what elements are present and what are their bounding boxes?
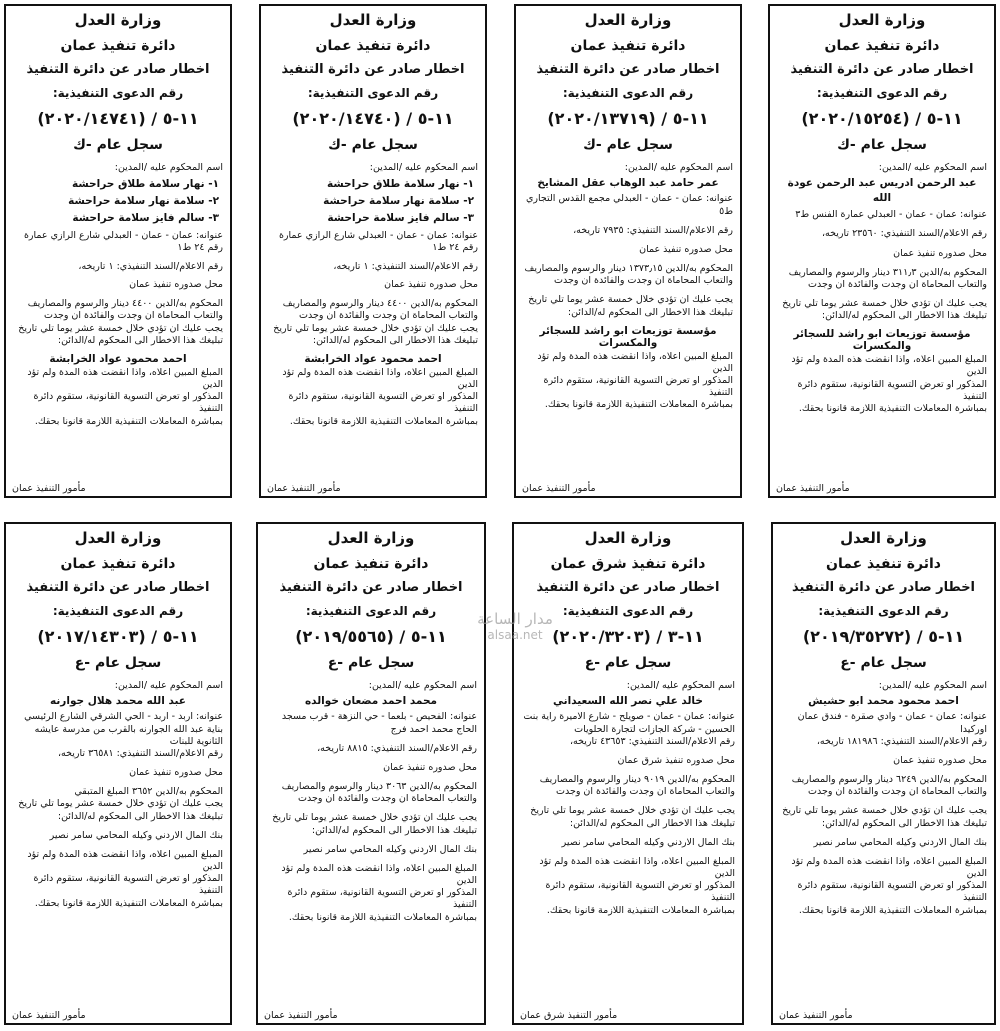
notice-title: اخطار صادر عن دائرة التنفيذ xyxy=(536,62,720,78)
notification-line: تبليغك هذا الاخطار الى المحكوم له/الدائن: xyxy=(311,824,477,836)
issue-place: محل صدوره تنفيذ شرق عمان xyxy=(617,754,735,766)
amount-line: المحكوم به/الدين ٩٠١٩ دينار والرسوم والمصاريف xyxy=(539,774,735,786)
creditor-name: بنك المال الاردني وكيله المحامي سامر نصير xyxy=(561,836,735,848)
closing-line: بمباشرة المعاملات التنفيذية اللازمة قانونا بحقك. xyxy=(798,904,987,916)
footer-officer: مأمور التنفيذ عمان xyxy=(264,1010,338,1021)
department-heading: دائرة تنفيذ عمان xyxy=(60,556,176,573)
closing-line: المبلغ المبين اعلاه، واذا انقضت هذه المدة ولم تؤد الدين xyxy=(281,862,477,887)
closing-line: المبلغ المبين اعلاه، واذا انقضت هذه المدة ولم تؤد الدين xyxy=(27,848,223,873)
case-number: ١١-٥ / (٢٠٢٠/١٤٧٤١) xyxy=(37,109,199,129)
case-number-label: رقم الدعوى التنفيذية: xyxy=(562,604,694,619)
payment-deadline: يجب عليك ان تؤدي خلال خمسة عشر يوما تلي تاريخ xyxy=(273,322,478,334)
notice-card xyxy=(4,522,232,1025)
payment-deadline: يجب عليك ان تؤدي خلال خمسة عشر يوما تلي تاريخ xyxy=(528,294,733,306)
closing-line: بمباشرة المعاملات التنفيذية اللازمة قانونا بحقك. xyxy=(546,904,735,916)
notice-title: اخطار صادر عن دائرة التنفيذ xyxy=(281,62,465,78)
amount-line: المحكوم به/الدين ٦٢٤٩ دينار والرسوم والمصاريف xyxy=(791,774,987,786)
debtor-address: عنوانه: عمان - عمان - وادي صقرة - فندق عمان اوركيدا xyxy=(797,711,987,735)
debtor-address: عنوانه: عمان - عمان - العبدلي شارع الرازي عمارة رقم ٢٤ ط١ xyxy=(23,229,223,253)
ministry-heading: وزارة العدل xyxy=(327,529,415,547)
closing-line: المذكور او تعرض التسوية القانونية، ستقوم دائرة التنفيذ xyxy=(288,391,478,415)
notice-title: اخطار صادر عن دائرة التنفيذ xyxy=(26,580,210,596)
notice-title: اخطار صادر عن دائرة التنفيذ xyxy=(26,62,210,78)
closing-line: المذكور او تعرض التسوية القانونية، ستقوم دائرة التنفيذ xyxy=(287,887,477,911)
debtor-name: خالد علي نصر الله السعيداني xyxy=(553,694,703,707)
department-heading: دائرة تنفيذ عمان xyxy=(826,556,941,573)
fees-line: والتعاب المحاماة ان وجدت والفائدة ان وجدت xyxy=(299,310,478,322)
register-type: سجل عام -ع xyxy=(584,655,672,672)
register-type: سجل عام -ع xyxy=(840,655,927,672)
case-number: ١١-٥ / (٢٠٢٠/١٤٧٤٠) xyxy=(292,109,454,129)
reference-line: رقم الاعلام/السند التنفيذي: ٢٣٥٦٠ تاريخه، xyxy=(821,228,987,240)
register-type: سجل عام -ك xyxy=(73,137,163,154)
footer-officer: مأمور التنفيذ عمان xyxy=(779,1010,853,1021)
case-number: ١١-٥ / (٢٠٢٠/١٥٢٥٤) xyxy=(801,109,963,129)
case-number-label: رقم الدعوى التنفيذية: xyxy=(307,86,439,101)
amount-line: المحكوم به/الدين ٣٦٥٢ المبلغ المتبقي xyxy=(74,786,223,798)
debtor-label: اسم المحكوم عليه /المدين: xyxy=(114,679,223,691)
issue-place: محل صدوره تنفيذ عمان xyxy=(893,247,987,259)
department-heading: دائرة تنفيذ عمان xyxy=(570,38,686,55)
fees-line: والتعاب المحاماة ان وجدت والفائدة ان وجدت xyxy=(808,278,987,290)
closing-line: بمباشرة المعاملات التنفيذية اللازمة قانونا بحقك. xyxy=(288,911,477,923)
debtor-name: ١- نهار سلامة طلاق حراحشة xyxy=(327,177,474,190)
ministry-heading: وزارة العدل xyxy=(329,11,417,29)
debtor-name: ١- نهار سلامة طلاق حراحشة xyxy=(72,177,219,190)
closing-line: المذكور او تعرض التسوية القانونية، ستقوم دائرة التنفيذ xyxy=(543,375,733,399)
footer-officer: مأمور التنفيذ عمان xyxy=(12,1010,86,1021)
register-type: سجل عام -ك xyxy=(328,137,418,154)
debtor-name: ٢- سلامة نهار سلامة حراحشة xyxy=(68,195,219,208)
issue-place: محل صدوره تنفيذ عمان xyxy=(893,754,987,766)
closing-line: المبلغ المبين اعلاه، واذا انقضت هذه المدة ولم تؤد الدين xyxy=(539,855,735,880)
department-heading: دائرة تنفيذ عمان xyxy=(60,38,176,55)
department-heading: دائرة تنفيذ عمان xyxy=(315,38,431,55)
creditor-name: مؤسسة توزيعات ابو راشد للسجائر والمكسرات xyxy=(539,324,717,349)
watermark-arabic: مدار الساعة xyxy=(477,610,553,628)
ministry-heading: وزارة العدل xyxy=(584,11,672,29)
case-number: ١١-٥ / (٢٠٢٠/١٣٧١٩) xyxy=(547,109,709,129)
reference-line: رقم الاعلام/السند التنفيذي: ٣٦٥٨١ تاريخه، xyxy=(57,747,223,759)
footer-officer: مأمور التنفيذ عمان xyxy=(522,483,596,494)
payment-deadline: يجب عليك ان تؤدي خلال خمسة عشر يوما تلي تاريخ xyxy=(530,805,735,817)
fees-line: والتعاب المحاماة ان وجدت والفائدة ان وجدت xyxy=(298,793,477,805)
debtor-label: اسم المحكوم عليه /المدين: xyxy=(624,161,733,173)
payment-deadline: يجب عليك ان تؤدي خلال خمسة عشر يوما تلي تاريخ xyxy=(18,798,223,810)
case-number-label: رقم الدعوى التنفيذية: xyxy=(818,604,949,619)
notice-card xyxy=(259,4,487,498)
fees-line: والتعاب المحاماة ان وجدت والفائدة ان وجدت xyxy=(556,786,735,798)
department-heading: دائرة تنفيذ عمان xyxy=(313,556,429,573)
debtor-list xyxy=(268,176,478,228)
fees-line: والتعاب المحاماة ان وجدت والفائدة ان وجدت xyxy=(44,310,223,322)
debtor-name: ٢- سلامة نهار سلامة حراحشة xyxy=(323,195,474,208)
notice-title: اخطار صادر عن دائرة التنفيذ xyxy=(790,62,974,78)
ministry-heading: وزارة العدل xyxy=(74,11,162,29)
debtor-address: عنوانه: عمان - عمان - العبدلي مجمع القدس التجاري ط٥ xyxy=(525,193,733,217)
case-number-label: رقم الدعوى التنفيذية: xyxy=(816,86,948,101)
notification-line: تبليغك هذا الاخطار الى المحكوم له/الدائن: xyxy=(312,334,478,346)
case-number: ١١-٥ / (٢٠١٩/٥٥٦٥) xyxy=(295,627,447,647)
footer-officer: مأمور التنفيذ عمان xyxy=(267,483,341,494)
department-heading: دائرة تنفيذ شرق عمان xyxy=(550,556,706,573)
debtor-name: محمد احمد مضعان خوالده xyxy=(304,694,438,707)
case-number-label: رقم الدعوى التنفيذية: xyxy=(562,86,694,101)
closing-line: المبلغ المبين اعلاه، واذا انقضت هذه المدة ولم تؤد الدين xyxy=(791,855,987,880)
notice-card xyxy=(771,522,996,1025)
notice-card xyxy=(768,4,996,498)
reference-line: رقم الاعلام/السند التنفيذي: ٧٩٣٥ تاريخه، xyxy=(573,224,733,236)
watermark-url: alsaa.net xyxy=(487,628,543,642)
issue-place: محل صدوره تنفيذ عمان xyxy=(129,767,223,779)
case-number-label: رقم الدعوى التنفيذية: xyxy=(52,86,184,101)
footer-officer: مأمور التنفيذ شرق عمان xyxy=(520,1010,618,1021)
issue-place: محل صدوره تنفيذ عمان xyxy=(129,279,223,291)
notice-card xyxy=(4,4,232,498)
notice-title: اخطار صادر عن دائرة التنفيذ xyxy=(279,580,463,596)
case-number: ١١-٣ / (٢٠٢٠/٣٢٠٣) xyxy=(552,627,704,647)
notice-title: اخطار صادر عن دائرة التنفيذ xyxy=(536,580,720,596)
register-type: سجل عام -ع xyxy=(74,655,162,672)
case-number-label: رقم الدعوى التنفيذية: xyxy=(52,604,184,619)
notification-line: تبليغك هذا الاخطار الى المحكوم له/الدائن: xyxy=(821,310,987,322)
debtor-address: عنوانه: عمان - عمان - العبدلي عمارة الفنس ط٣ xyxy=(795,209,987,221)
closing-line: بمباشرة المعاملات التنفيذية اللازمة قانونا بحقك. xyxy=(34,897,223,909)
closing-line: المبلغ المبين اعلاه، واذا انقضت هذه المدة ولم تؤد الدين xyxy=(27,366,223,391)
department-heading: دائرة تنفيذ عمان xyxy=(824,38,940,55)
debtor-name: احمد محمود محمد ابو حشيش xyxy=(808,694,959,707)
reference-line: رقم الاعلام/السند التنفيذي: ٤٣٦٥٣ تاريخه، xyxy=(569,735,735,747)
payment-deadline: يجب عليك ان تؤدي خلال خمسة عشر يوما تلي تاريخ xyxy=(782,298,987,309)
case-number: ١١-٥ / (٢٠١٩/٣٥٢٧٢) xyxy=(802,627,965,647)
reference-line: رقم الاعلام/السند التنفيذي: ١ تاريخه، xyxy=(333,260,478,272)
debtor-name: ٣- سالم فايز سلامة حراحشة xyxy=(327,212,474,225)
debtor-name: عمر حامد عبد الوهاب عقل المشايخ xyxy=(537,176,719,189)
register-type: سجل عام -ع xyxy=(327,655,415,672)
case-number: ١١-٥ / (٢٠١٧/١٤٣٠٣) xyxy=(37,627,199,647)
notification-line: تبليغك هذا الاخطار الى المحكوم له/الدائن: xyxy=(57,334,223,346)
ministry-heading: وزارة العدل xyxy=(838,11,926,29)
creditor-name: احمد محمود عواد الخرابشة xyxy=(49,352,187,365)
debtor-address: عنوانه: عمان - عمان - صويلح - شارع الاميرة راية بنت الحسين - شركة الجازات لتجارة الحلويات xyxy=(523,711,735,735)
watermark xyxy=(470,610,560,642)
debtor-name: ٣- سالم فايز سلامة حراحشة xyxy=(72,212,219,225)
closing-line: بمباشرة المعاملات التنفيذية اللازمة قانونا بحقك. xyxy=(798,402,987,414)
fees-line: والتعاب المحاماة ان وجدت والفائدة ان وجدت xyxy=(554,275,733,287)
amount-line: المحكوم به/الدين ٣٠٦٣ دينار والرسوم والمصاريف xyxy=(281,781,477,793)
closing-line: بمباشرة المعاملات التنفيذية اللازمة قانونا بحقك. xyxy=(544,399,733,411)
amount-line: المحكوم به/الدين ٤٤٠٠ دينار والرسوم والمصاريف xyxy=(282,298,478,310)
debtor-address: عنوانه: اربد - اربد - الحي الشرقي الشارع الرئيسي بناية عبد الله الجوارنه بالقرب من مدرسة عايشه الثانوية للبنات xyxy=(24,711,223,747)
issue-place: محل صدوره تنفيذ عمان xyxy=(639,243,733,255)
debtor-address: عنوانه: الفحيص - بلعما - حي النزهة - قرب مسجد الحاج محمد احمد فرج xyxy=(281,711,477,735)
closing-line: المذكور او تعرض التسوية القانونية، ستقوم دائرة التنفيذ xyxy=(33,873,223,897)
fees-line: والتعاب المحاماة ان وجدت والفائدة ان وجدت xyxy=(808,786,987,798)
debtor-label: اسم المحكوم عليه /المدين: xyxy=(878,161,987,173)
creditor-name: مؤسسة توزيعات ابو راشد للسجائر والمكسرات xyxy=(793,328,971,353)
notice-title: اخطار صادر عن دائرة التنفيذ xyxy=(791,580,976,596)
reference-line: رقم الاعلام/السند التنفيذي: ١٨١٩٨٦ تاريخه، xyxy=(816,735,987,747)
creditor-name: بنك المال الاردني وكيله المحامي سامر نصير xyxy=(49,829,223,841)
payment-deadline: يجب عليك ان تؤدي خلال خمسة عشر يوما تلي تاريخ xyxy=(272,812,477,824)
creditor-name: بنك المال الاردني وكيله المحامي سامر نصير xyxy=(813,836,987,848)
notice-card xyxy=(514,4,742,498)
closing-line: بمباشرة المعاملات التنفيذية اللازمة قانونا بحقك. xyxy=(289,415,478,427)
ministry-heading: وزارة العدل xyxy=(584,529,672,547)
payment-deadline: يجب عليك ان تؤدي خلال خمسة عشر يوما تلي تاريخ xyxy=(18,322,223,334)
notice-card xyxy=(256,522,486,1025)
creditor-name: احمد محمود عواد الخرابشة xyxy=(304,352,442,365)
notification-line: تبليغك هذا الاخطار الى المحكوم له/الدائن: xyxy=(821,817,987,829)
amount-line: المحكوم به/الدين ٤٤٠٠ دينار والرسوم والمصاريف xyxy=(27,298,223,310)
debtor-address: عنوانه: عمان - عمان - العبدلي شارع الرازي عمارة رقم ٢٤ ط١ xyxy=(278,229,478,253)
payment-deadline: يجب عليك ان تؤدي خلال خمسة عشر يوما تلي تاريخ xyxy=(782,805,987,817)
debtor-label: اسم المحكوم عليه /المدين: xyxy=(114,161,223,173)
debtor-list xyxy=(13,176,223,228)
debtor-name: عبد الله محمد هلال جوارنه xyxy=(50,694,186,707)
case-number-label: رقم الدعوى التنفيذية: xyxy=(305,604,437,619)
footer-officer: مأمور التنفيذ عمان xyxy=(776,483,850,494)
debtor-label: اسم المحكوم عليه /المدين: xyxy=(878,679,987,691)
ministry-heading: وزارة العدل xyxy=(840,529,927,547)
closing-line: المذكور او تعرض التسوية القانونية، ستقوم دائرة التنفيذ xyxy=(545,880,735,904)
closing-line: المذكور او تعرض التسوية القانونية، ستقوم دائرة التنفيذ xyxy=(797,880,987,904)
debtor-label: اسم المحكوم عليه /المدين: xyxy=(368,679,477,691)
amount-line: المحكوم به/الدين ٣١١٫٣ دينار والرسوم والمصاريف xyxy=(788,266,987,278)
closing-line: المبلغ المبين اعلاه، واذا انقضت هذه المدة ولم تؤد الدين xyxy=(282,366,478,391)
closing-line: المبلغ المبين اعلاه، واذا انقضت هذه المدة ولم تؤد الدين xyxy=(791,354,987,378)
debtor-label: اسم المحكوم عليه /المدين: xyxy=(626,679,735,691)
register-type: سجل عام -ك xyxy=(583,137,673,154)
notification-line: تبليغك هذا الاخطار الى المحكوم له/الدائن: xyxy=(567,306,733,318)
closing-line: المذكور او تعرض التسوية القانونية، ستقوم دائرة التنفيذ xyxy=(797,378,987,402)
debtor-label: اسم المحكوم عليه /المدين: xyxy=(369,161,478,173)
notification-line: تبليغك هذا الاخطار الى المحكوم له/الدائن: xyxy=(57,810,223,822)
footer-officer: مأمور التنفيذ عمان xyxy=(12,483,86,494)
notification-line: تبليغك هذا الاخطار الى المحكوم له/الدائن: xyxy=(569,817,735,829)
closing-line: المبلغ المبين اعلاه، واذا انقضت هذه المدة ولم تؤد الدين xyxy=(537,350,733,374)
amount-line: المحكوم به/الدين ١٣٧٣٫١٥ دينار والرسوم والمصاريف xyxy=(524,263,733,275)
notice-card xyxy=(512,522,744,1025)
reference-line: رقم الاعلام/السند التنفيذي: ١ تاريخه، xyxy=(78,260,223,272)
creditor-name: بنك المال الاردني وكيله المحامي سامر نصير xyxy=(303,843,477,855)
ministry-heading: وزارة العدل xyxy=(74,529,162,547)
debtor-name: عبد الرحمن ادريس عبد الرحمن عودة الله xyxy=(787,176,977,205)
reference-line: رقم الاعلام/السند التنفيذي: ٨٨١٥ تاريخه، xyxy=(317,742,477,754)
register-type: سجل عام -ك xyxy=(837,137,927,154)
issue-place: محل صدوره تنفيذ عمان xyxy=(384,279,478,291)
closing-line: بمباشرة المعاملات التنفيذية اللازمة قانونا بحقك. xyxy=(34,415,223,427)
issue-place: محل صدوره تنفيذ عمان xyxy=(383,761,477,773)
closing-line: المذكور او تعرض التسوية القانونية، ستقوم دائرة التنفيذ xyxy=(33,391,223,415)
